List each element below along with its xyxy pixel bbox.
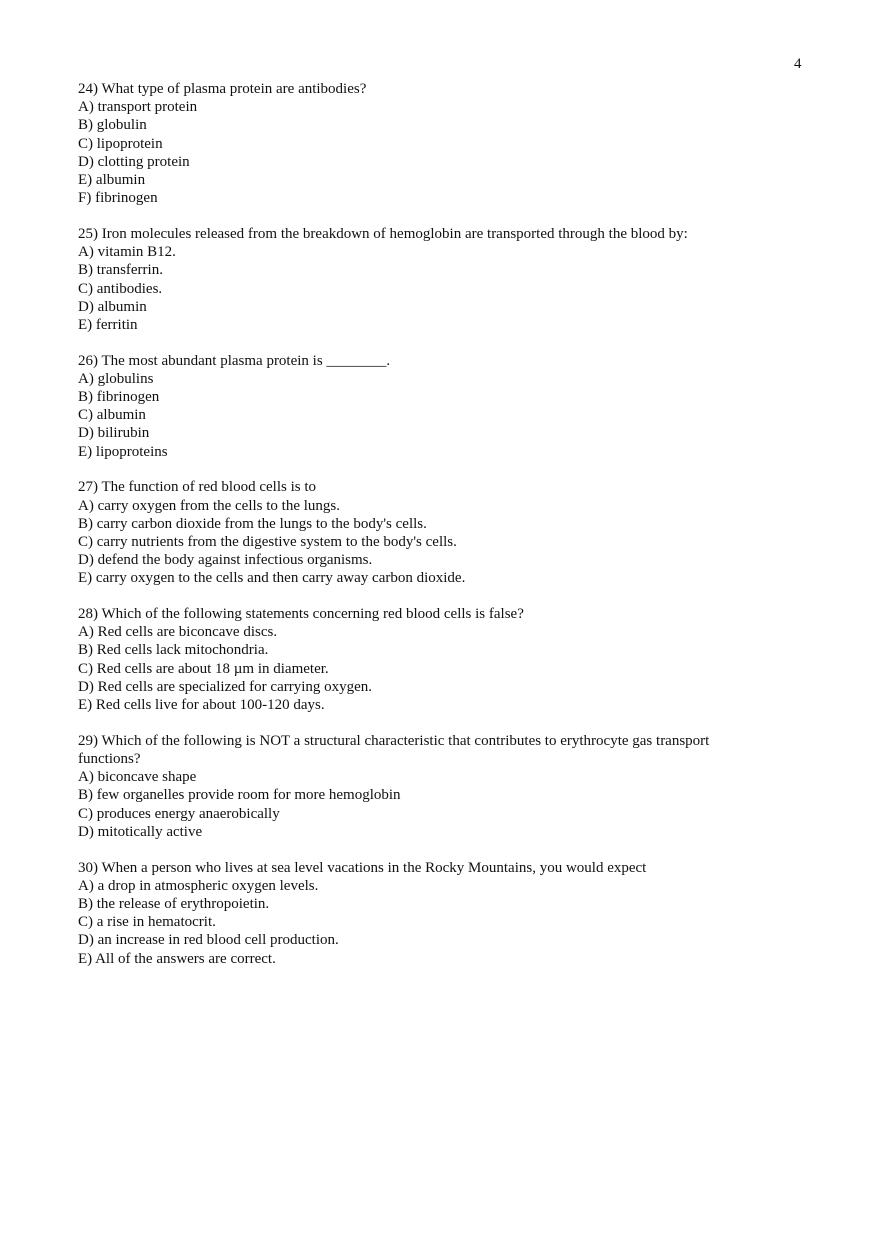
answer-options [78,243,768,334]
answer-option: C) albumin [78,407,146,424]
answer-options [78,370,768,461]
answer-options [78,877,768,968]
answer-option: E) albumin [78,172,146,189]
answer-options [78,497,768,588]
question-29 [78,732,768,841]
question-26 [78,352,768,461]
answer-option: D) Red cells are specialized for carrying oxygen. [78,678,373,695]
answer-option: A) a drop in atmospheric oxygen levels. [78,877,319,894]
answer-option: B) Red cells lack mitochondria. [78,642,269,659]
answer-options [78,623,768,714]
answer-option: E) lipoproteins [78,443,168,460]
question-text: 30) When a person who lives at sea level vacations in the Rocky Mountains, you would expect [78,859,647,876]
question-text: 28) Which of the following statements concerning red blood cells is false? [78,606,524,623]
answer-option: A) biconcave shape [78,769,197,786]
answer-option: E) Red cells live for about 100-120 days. [78,697,325,714]
answer-option: E) ferritin [78,316,138,333]
question-text: 24) What type of plasma protein are antibodies? [78,81,367,97]
answer-option: B) globulin [78,117,147,134]
question-30 [78,859,768,968]
answer-option: D) clotting protein [78,153,190,170]
answer-option: D) albumin [78,298,147,315]
answer-option: B) few organelles provide room for more hemoglobin [78,787,401,804]
page-number: 4 [794,56,802,72]
answer-option: B) carry carbon dioxide from the lungs to the body's cells. [78,515,427,532]
answer-option: E) All of the answers are correct. [78,950,276,967]
question-25 [78,225,768,334]
question-text: 25) Iron molecules released from the breakdown of hemoglobin are transported through the blood by: [78,225,688,242]
answer-option: A) vitamin B12. [78,244,176,261]
answer-option: D) mitotically active [78,823,203,840]
question-text: 26) The most abundant plasma protein is ________. [78,352,391,369]
answer-options [78,98,768,207]
answer-option: A) globulins [78,370,154,387]
answer-option: C) carry nutrients from the digestive system to the body's cells. [78,533,457,550]
question-27 [78,478,768,587]
answer-option: D) bilirubin [78,425,150,442]
question-28 [78,605,768,714]
answer-option: D) an increase in red blood cell production. [78,932,339,949]
answer-option: C) antibodies. [78,280,163,297]
question-list [78,80,768,985]
answer-option: C) Red cells are about 18 µm in diameter. [78,660,329,677]
answer-option: D) defend the body against infectious organisms. [78,552,373,569]
answer-option: C) produces energy anaerobically [78,805,280,822]
answer-option: A) transport protein [78,99,198,116]
answer-option: A) Red cells are biconcave discs. [78,624,278,641]
answer-option: F) fibrinogen [78,190,158,207]
answer-option: A) carry oxygen from the cells to the lungs. [78,497,341,514]
answer-option: C) lipoprotein [78,135,163,152]
answer-option: C) a rise in hematocrit. [78,914,216,931]
answer-option: B) the release of erythropoietin. [78,895,270,912]
question-text: 29) Which of the following is NOT a structural characteristic that contributes to erythrocyte gas transport functions? [78,732,710,767]
question-text: 27) The function of red blood cells is to [78,479,317,496]
answer-options [78,768,768,841]
answer-option: B) transferrin. [78,262,163,279]
answer-option: B) fibrinogen [78,389,160,406]
question-24 [78,80,768,207]
answer-option: E) carry oxygen to the cells and then carry away carbon dioxide. [78,570,466,587]
